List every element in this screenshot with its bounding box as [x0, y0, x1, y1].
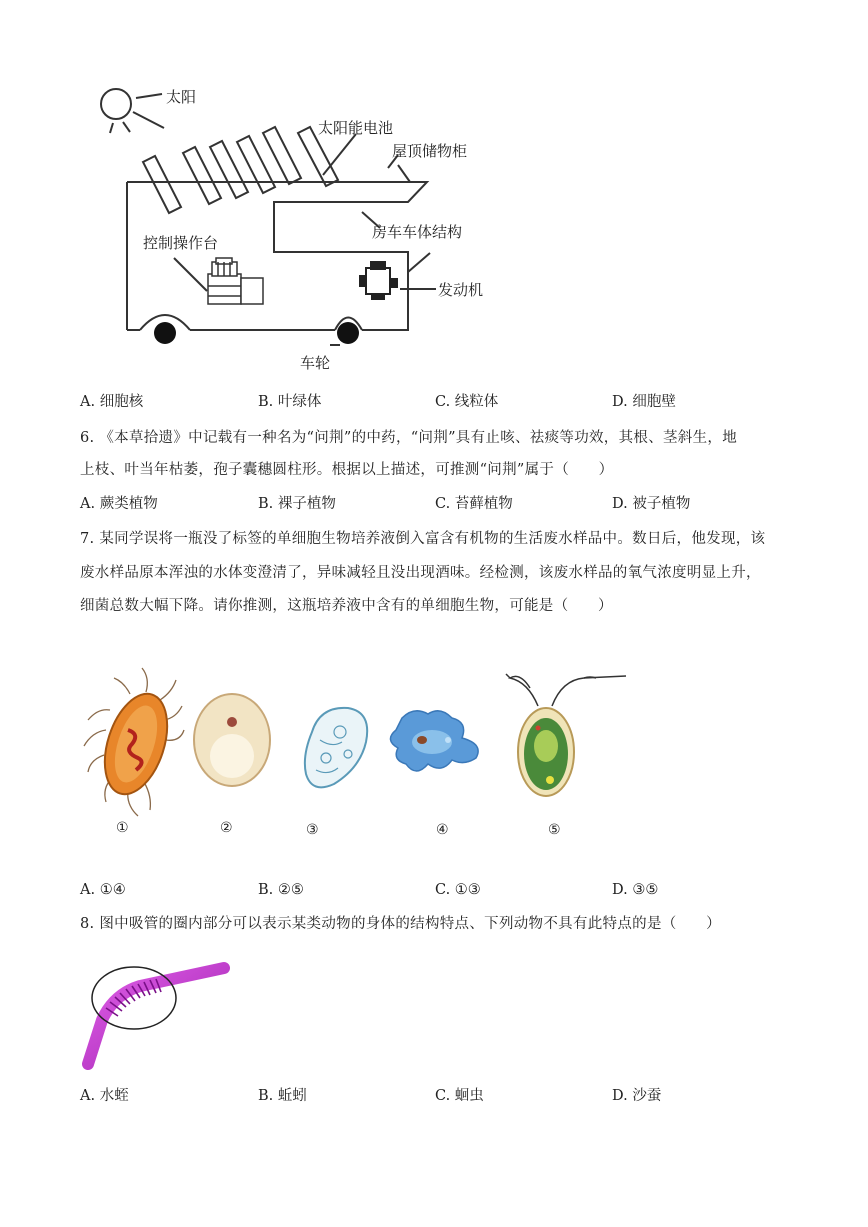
- organism-label-1: ①: [116, 820, 129, 836]
- body-structure-label: 房车车体结构: [372, 223, 463, 241]
- engine-icon: [360, 262, 397, 299]
- wheel-label: 车轮: [300, 354, 331, 372]
- solar-panel-icon: [143, 127, 338, 213]
- q6-option-d: D. 被子植物: [612, 496, 691, 512]
- q7-stem-line-3: 细菌总数大幅下降。请你推测，这瓶培养液中含有的单细胞生物，可能是（ ）: [80, 598, 613, 614]
- q5-option-b: B. 叶绿体: [258, 394, 322, 410]
- amoeba-image: [390, 711, 478, 771]
- q7-organisms-figure: [80, 660, 640, 850]
- organism-label-5: ⑤: [548, 822, 561, 838]
- rv-diagram: [0, 0, 868, 380]
- q5-option-d: D. 细胞壁: [612, 394, 676, 410]
- q8-option-d: D. 沙蚕: [612, 1088, 662, 1104]
- rv-body-outline: [127, 182, 427, 330]
- straw-figure: [80, 958, 240, 1078]
- q7-stem-line-1: 7. 某同学误将一瓶没了标签的单细胞生物培养液倒入富含有机物的生活废水样品中。数日后，他发现，该: [80, 531, 766, 547]
- solar-panel-label: 太阳能电池: [318, 119, 394, 137]
- paramecium-image: [305, 708, 367, 787]
- sun-icon: [101, 89, 131, 119]
- engine-label: 发动机: [438, 281, 484, 299]
- q6-option-b: B. 裸子植物: [258, 496, 336, 512]
- control-console-label: 控制操作台: [143, 234, 219, 252]
- q8-option-b: B. 蚯蚓: [258, 1088, 307, 1104]
- rv-diagram-drawing: [0, 0, 868, 380]
- bacterium-image: [84, 668, 184, 816]
- q6-option-c: C. 苔藓植物: [435, 496, 513, 512]
- q5-option-c: C. 线粒体: [435, 394, 499, 410]
- circle-marker: [92, 967, 176, 1029]
- straw-icon: [88, 968, 224, 1064]
- q7-option-d: D. ③⑤: [612, 882, 659, 898]
- q6-stem-line-2: 上枝、叶当年枯萎，孢子囊穗圆柱形。根据以上描述，可推测“问荆”属于（ ）: [80, 462, 614, 478]
- q7-option-b: B. ②⑤: [258, 882, 304, 898]
- organism-label-2: ②: [220, 820, 233, 836]
- q6-option-a: A. 蕨类植物: [80, 496, 158, 512]
- q8-stem: 8. 图中吸管的圈内部分可以表示某类动物的身体的结构特点、下列动物不具有此特点的是（ ）: [80, 916, 721, 932]
- yeast-image: [194, 694, 270, 786]
- q7-stem-line-2: 废水样品原本浑浊的水体变澄清了，异味减轻且没出现酒味。经检测，该废水样品的氧气浓度明显上升，: [80, 565, 761, 581]
- q7-option-c: C. ①③: [435, 882, 481, 898]
- control-console-icon: [208, 258, 263, 304]
- q5-option-a: A. 细胞核: [80, 394, 144, 410]
- chlamydomonas-image: [506, 674, 626, 796]
- organism-label-3: ③: [306, 822, 319, 838]
- q8-option-c: C. 蛔虫: [435, 1088, 484, 1104]
- roof-cabinet-label: 屋顶储物柜: [392, 142, 468, 160]
- sun-label: 太阳: [166, 88, 197, 106]
- q8-option-a: A. 水蛭: [80, 1088, 129, 1104]
- q7-option-a: A. ①④: [80, 882, 126, 898]
- q6-stem-line-1: 6. 《本草拾遗》中记载有一种名为“问荆”的中药，“问荆”具有止咳、祛痰等功效，其根、茎斜生，地: [80, 430, 737, 446]
- organism-label-4: ④: [436, 822, 449, 838]
